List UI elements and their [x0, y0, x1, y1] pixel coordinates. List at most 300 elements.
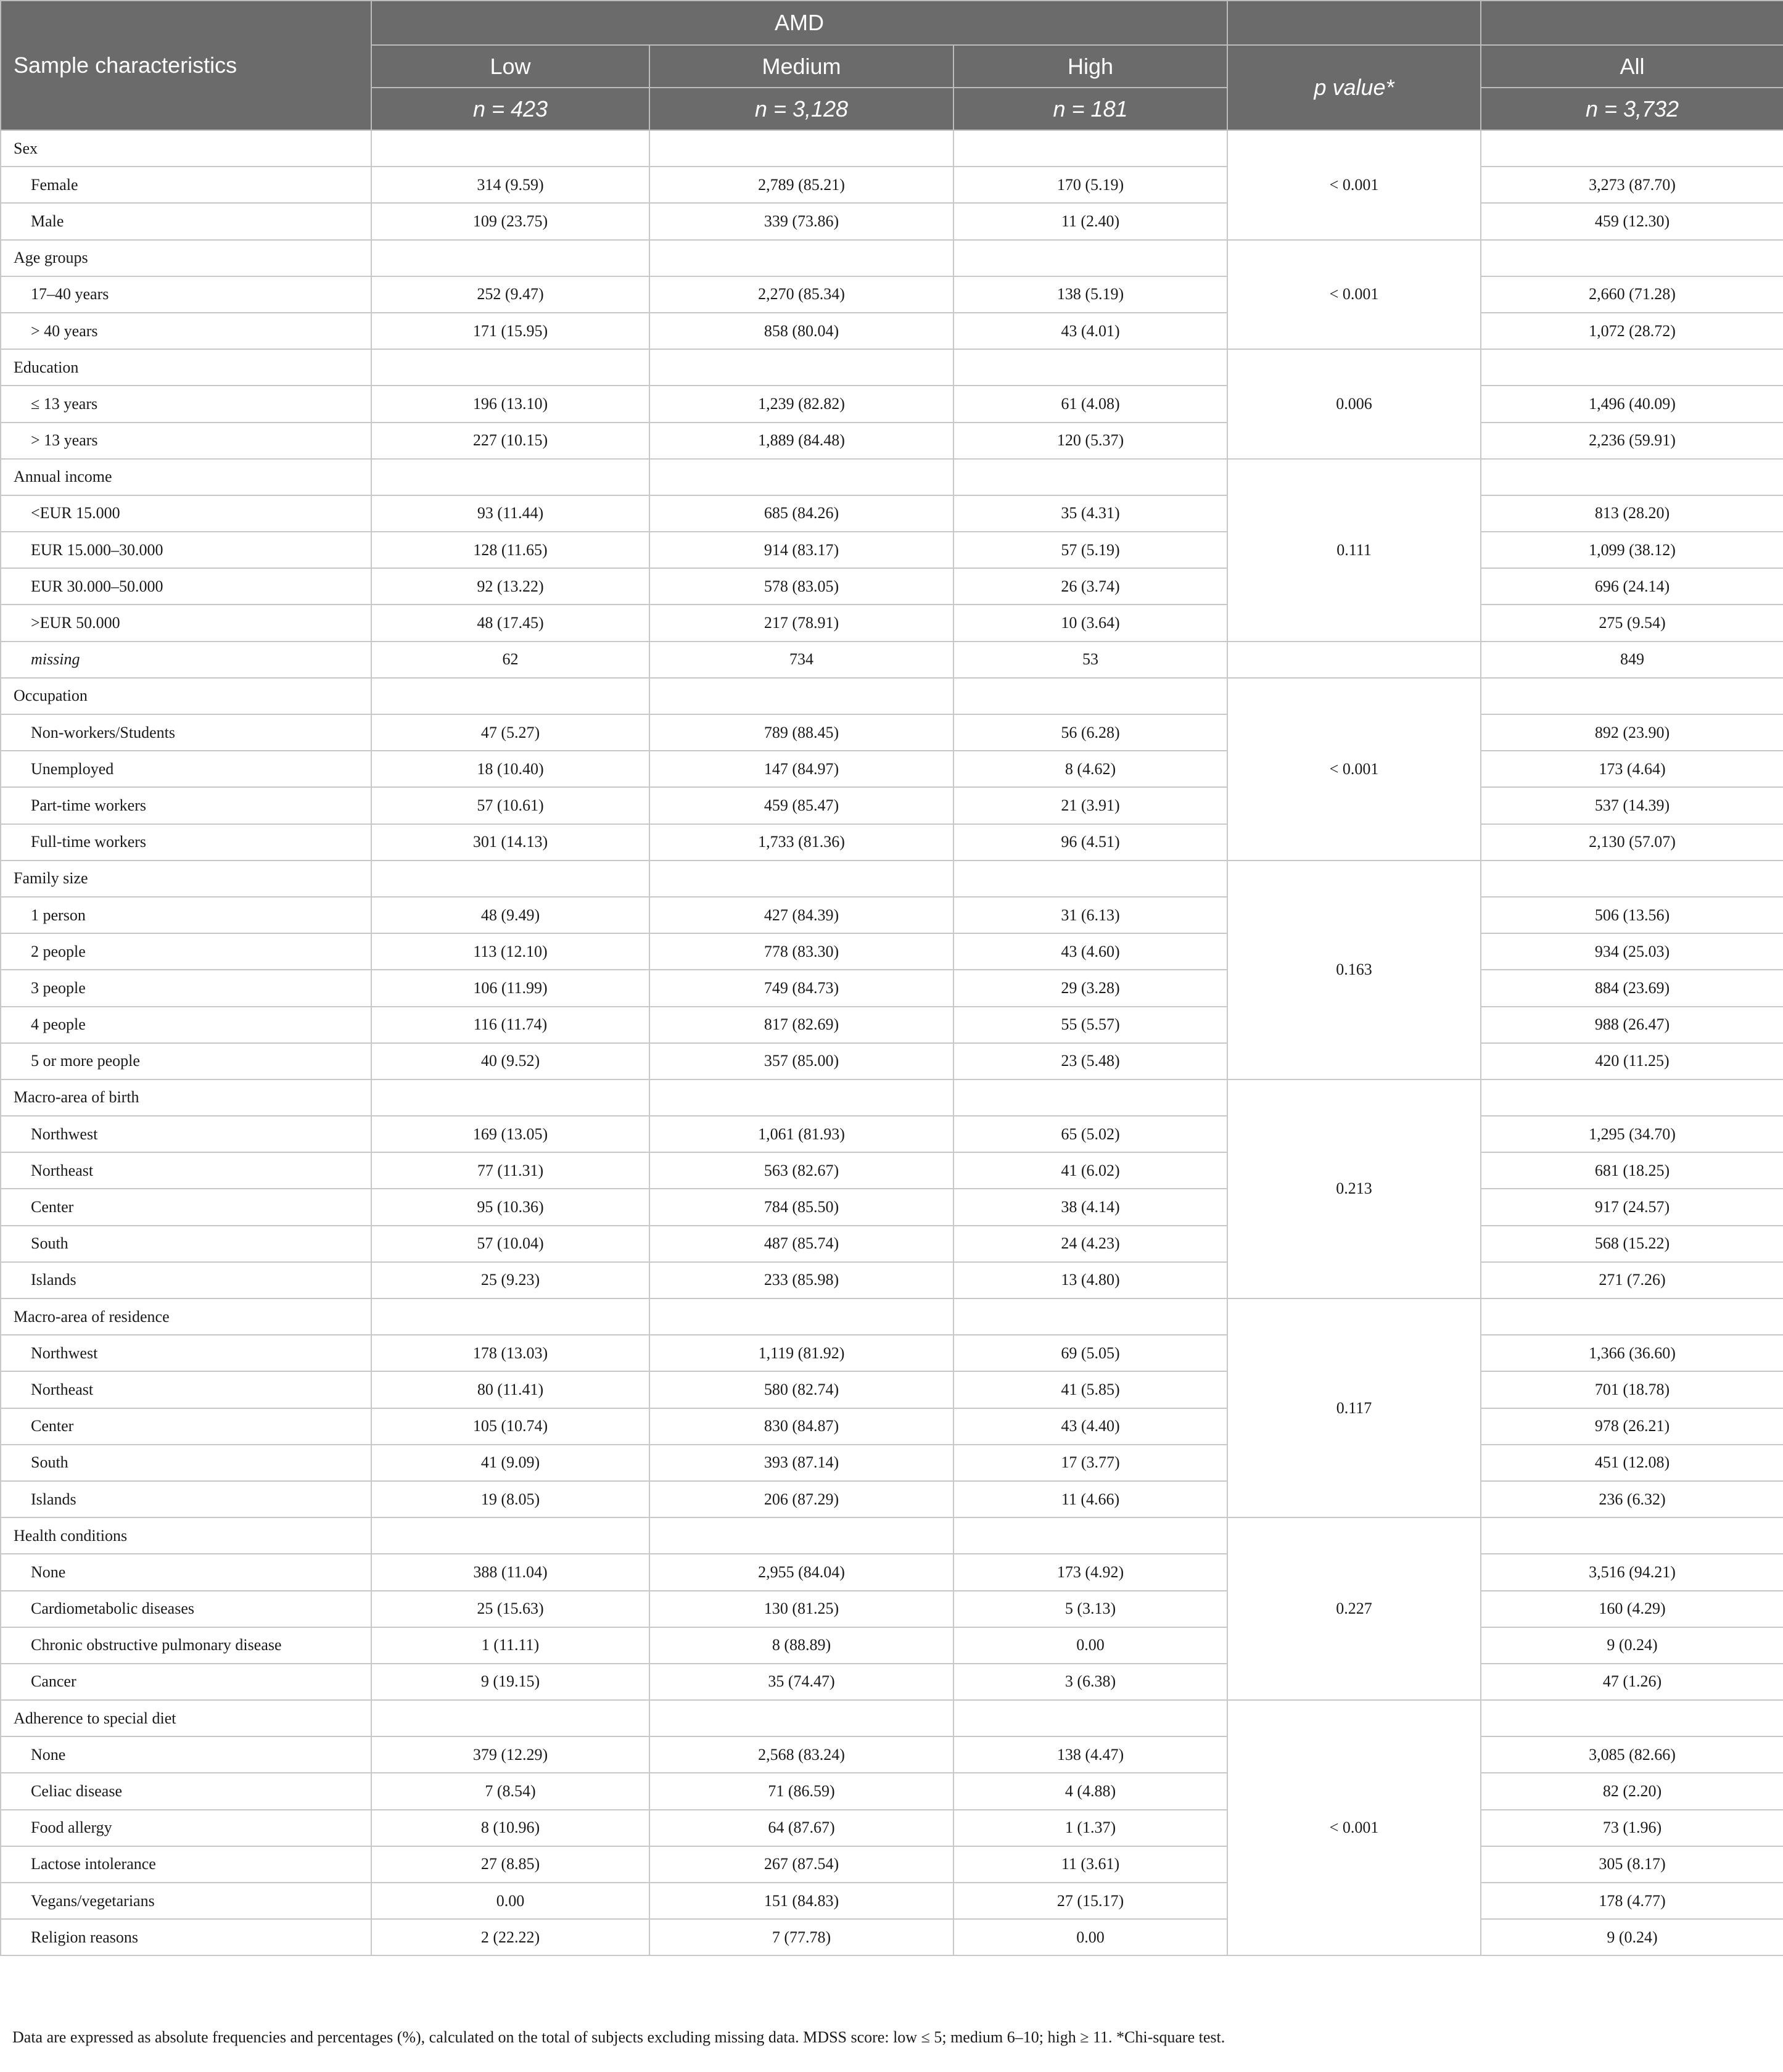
cell-high: 170 (5.19)	[953, 167, 1227, 203]
empty-cell	[1481, 130, 1783, 167]
p-value-cell: 0.213	[1227, 1079, 1481, 1298]
table-row	[1, 751, 1783, 787]
cell-low: 18 (10.40)	[371, 751, 649, 787]
row-label: 3 people	[1, 970, 371, 1006]
cell-low: 169 (13.05)	[371, 1116, 649, 1152]
table-row	[1, 167, 1783, 203]
empty-cell	[1481, 459, 1783, 495]
cell-high: 55 (5.57)	[953, 1007, 1227, 1043]
empty-cell	[649, 349, 953, 386]
header-low: Low	[371, 45, 649, 88]
empty-cell	[953, 678, 1227, 714]
empty-cell	[953, 861, 1227, 897]
table-row	[1, 495, 1783, 532]
group-label: Family size	[1, 861, 371, 897]
cell-low: 379 (12.29)	[371, 1736, 649, 1773]
header-p-value: p value*	[1227, 45, 1481, 130]
cell-high: 35 (4.31)	[953, 495, 1227, 532]
row-label: Male	[1, 203, 371, 239]
cell-all: 701 (18.78)	[1481, 1371, 1783, 1408]
cell-medium: 427 (84.39)	[649, 897, 953, 933]
cell-all: 1,295 (34.70)	[1481, 1116, 1783, 1152]
cell-high: 120 (5.37)	[953, 423, 1227, 459]
cell-all: 305 (8.17)	[1481, 1846, 1783, 1883]
cell-medium: 734	[649, 642, 953, 678]
cell-all: 82 (2.20)	[1481, 1773, 1783, 1809]
empty-cell	[1227, 642, 1481, 678]
cell-low: 171 (15.95)	[371, 313, 649, 349]
empty-cell	[1481, 861, 1783, 897]
cell-medium: 749 (84.73)	[649, 970, 953, 1006]
cell-all: 696 (24.14)	[1481, 568, 1783, 605]
cell-medium: 64 (87.67)	[649, 1810, 953, 1846]
row-label: 1 person	[1, 897, 371, 933]
cell-low: 314 (9.59)	[371, 167, 649, 203]
row-label: Cardiometabolic diseases	[1, 1591, 371, 1627]
table-row	[1, 203, 1783, 239]
cell-low: 105 (10.74)	[371, 1408, 649, 1445]
cell-medium: 817 (82.69)	[649, 1007, 953, 1043]
empty-cell	[371, 349, 649, 386]
cell-all: 451 (12.08)	[1481, 1445, 1783, 1481]
table-header	[1, 1, 1783, 130]
cell-high: 61 (4.08)	[953, 386, 1227, 422]
cell-all: 1,366 (36.60)	[1481, 1335, 1783, 1371]
cell-medium: 2,568 (83.24)	[649, 1736, 953, 1773]
cell-low: 95 (10.36)	[371, 1189, 649, 1225]
p-value-cell: 0.163	[1227, 861, 1481, 1079]
empty-cell	[1481, 1298, 1783, 1335]
cell-low: 27 (8.85)	[371, 1846, 649, 1883]
cell-all: 892 (23.90)	[1481, 714, 1783, 751]
cell-all: 681 (18.25)	[1481, 1152, 1783, 1189]
empty-cell	[371, 1700, 649, 1736]
empty-cell	[1481, 349, 1783, 386]
cell-high: 69 (5.05)	[953, 1335, 1227, 1371]
empty-cell	[649, 861, 953, 897]
table-body	[1, 130, 1783, 1955]
cell-low: 48 (9.49)	[371, 897, 649, 933]
empty-cell	[1481, 240, 1783, 276]
row-label: South	[1, 1445, 371, 1481]
row-label: Cancer	[1, 1664, 371, 1700]
cell-low: 0.00	[371, 1883, 649, 1919]
cell-all: 537 (14.39)	[1481, 787, 1783, 823]
row-label: Northeast	[1, 1371, 371, 1408]
cell-all: 9 (0.24)	[1481, 1627, 1783, 1664]
p-value-cell: 0.006	[1227, 349, 1481, 459]
table-row	[1, 1408, 1783, 1445]
cell-high: 65 (5.02)	[953, 1116, 1227, 1152]
empty-cell	[649, 240, 953, 276]
cell-low: 113 (12.10)	[371, 933, 649, 970]
row-label: 2 people	[1, 933, 371, 970]
cell-low: 116 (11.74)	[371, 1007, 649, 1043]
row-label: 5 or more people	[1, 1043, 371, 1079]
cell-medium: 151 (84.83)	[649, 1883, 953, 1919]
cell-low: 178 (13.03)	[371, 1335, 649, 1371]
empty-cell	[953, 1700, 1227, 1736]
empty-cell	[1481, 1079, 1783, 1116]
cell-medium: 71 (86.59)	[649, 1773, 953, 1809]
empty-cell	[371, 240, 649, 276]
table-row	[1, 313, 1783, 349]
cell-all: 275 (9.54)	[1481, 605, 1783, 641]
cell-all: 813 (28.20)	[1481, 495, 1783, 532]
cell-high: 5 (3.13)	[953, 1591, 1227, 1627]
group-header-row	[1, 349, 1783, 386]
header-medium: Medium	[649, 45, 953, 88]
table-row	[1, 1189, 1783, 1225]
cell-high: 27 (15.17)	[953, 1883, 1227, 1919]
empty-cell	[953, 1517, 1227, 1554]
cell-all: 506 (13.56)	[1481, 897, 1783, 933]
group-header-row	[1, 1079, 1783, 1116]
empty-cell	[649, 130, 953, 167]
row-label: Food allergy	[1, 1810, 371, 1846]
table-row	[1, 1664, 1783, 1700]
table-row	[1, 1627, 1783, 1664]
cell-high: 26 (3.74)	[953, 568, 1227, 605]
cell-high: 53	[953, 642, 1227, 678]
cell-low: 9 (19.15)	[371, 1664, 649, 1700]
cell-high: 41 (6.02)	[953, 1152, 1227, 1189]
empty-cell	[953, 349, 1227, 386]
table-row	[1, 532, 1783, 568]
row-label: Full-time workers	[1, 824, 371, 861]
cell-all: 3,516 (94.21)	[1481, 1554, 1783, 1590]
group-header-row	[1, 1700, 1783, 1736]
cell-all: 3,273 (87.70)	[1481, 167, 1783, 203]
table-row	[1, 1262, 1783, 1298]
cell-all: 849	[1481, 642, 1783, 678]
table-row	[1, 276, 1783, 313]
group-header-row	[1, 861, 1783, 897]
cell-all: 934 (25.03)	[1481, 933, 1783, 970]
header-amd: AMD	[371, 1, 1227, 45]
cell-low: 25 (9.23)	[371, 1262, 649, 1298]
cell-low: 41 (9.09)	[371, 1445, 649, 1481]
cell-all: 3,085 (82.66)	[1481, 1736, 1783, 1773]
header-empty-all	[1481, 1, 1783, 45]
cell-low: 62	[371, 642, 649, 678]
cell-medium: 147 (84.97)	[649, 751, 953, 787]
group-header-row	[1, 678, 1783, 714]
table-row	[1, 1591, 1783, 1627]
cell-high: 17 (3.77)	[953, 1445, 1227, 1481]
cell-all: 2,660 (71.28)	[1481, 276, 1783, 313]
group-label: Adherence to special diet	[1, 1700, 371, 1736]
table-row	[1, 1773, 1783, 1809]
group-label: Macro-area of residence	[1, 1298, 371, 1335]
row-label: Unemployed	[1, 751, 371, 787]
empty-cell	[371, 861, 649, 897]
cell-high: 43 (4.01)	[953, 313, 1227, 349]
cell-medium: 217 (78.91)	[649, 605, 953, 641]
table-row	[1, 714, 1783, 751]
header-empty-p	[1227, 1, 1481, 45]
header-n-all: n = 3,732	[1481, 88, 1783, 130]
cell-medium: 1,061 (81.93)	[649, 1116, 953, 1152]
p-value-cell: 0.117	[1227, 1298, 1481, 1517]
row-label: Northeast	[1, 1152, 371, 1189]
cell-low: 93 (11.44)	[371, 495, 649, 532]
row-label: Center	[1, 1189, 371, 1225]
row-label: None	[1, 1554, 371, 1590]
cell-low: 57 (10.61)	[371, 787, 649, 823]
p-value-cell: 0.111	[1227, 459, 1481, 642]
cell-medium: 393 (87.14)	[649, 1445, 953, 1481]
cell-all: 178 (4.77)	[1481, 1883, 1783, 1919]
cell-medium: 685 (84.26)	[649, 495, 953, 532]
cell-all: 1,496 (40.09)	[1481, 386, 1783, 422]
cell-medium: 563 (82.67)	[649, 1152, 953, 1189]
cell-medium: 2,955 (84.04)	[649, 1554, 953, 1590]
table-row	[1, 1883, 1783, 1919]
cell-medium: 130 (81.25)	[649, 1591, 953, 1627]
group-header-row	[1, 240, 1783, 276]
cell-low: 48 (17.45)	[371, 605, 649, 641]
cell-high: 56 (6.28)	[953, 714, 1227, 751]
cell-high: 24 (4.23)	[953, 1226, 1227, 1262]
cell-low: 227 (10.15)	[371, 423, 649, 459]
empty-cell	[649, 1517, 953, 1554]
group-header-row	[1, 1517, 1783, 1554]
row-label: 4 people	[1, 1007, 371, 1043]
cell-all: 1,072 (28.72)	[1481, 313, 1783, 349]
header-n-low: n = 423	[371, 88, 649, 130]
empty-cell	[371, 459, 649, 495]
cell-low: 77 (11.31)	[371, 1152, 649, 1189]
cell-high: 96 (4.51)	[953, 824, 1227, 861]
cell-low: 109 (23.75)	[371, 203, 649, 239]
row-label: Non-workers/Students	[1, 714, 371, 751]
table-row	[1, 1736, 1783, 1773]
empty-cell	[371, 130, 649, 167]
empty-cell	[371, 1517, 649, 1554]
table-row	[1, 1152, 1783, 1189]
cell-medium: 357 (85.00)	[649, 1043, 953, 1079]
cell-medium: 914 (83.17)	[649, 532, 953, 568]
p-value-cell: < 0.001	[1227, 130, 1481, 240]
row-label: Female	[1, 167, 371, 203]
group-label: Sex	[1, 130, 371, 167]
table-footnote: Data are expressed as absolute frequencies and percentages (%), calculated on the total of subjects excluding missing data. MDSS score: low ≤ 5; medium 6–10; high ≥ 11. *Chi-square test.	[12, 2028, 1225, 2046]
cell-low: 388 (11.04)	[371, 1554, 649, 1590]
cell-low: 40 (9.52)	[371, 1043, 649, 1079]
cell-high: 57 (5.19)	[953, 532, 1227, 568]
table-row	[1, 1371, 1783, 1408]
cell-high: 3 (6.38)	[953, 1664, 1227, 1700]
table-row	[1, 1007, 1783, 1043]
row-label: Northwest	[1, 1335, 371, 1371]
cell-high: 21 (3.91)	[953, 787, 1227, 823]
group-header-row	[1, 130, 1783, 167]
empty-cell	[371, 678, 649, 714]
group-label: Health conditions	[1, 1517, 371, 1554]
cell-low: 196 (13.10)	[371, 386, 649, 422]
empty-cell	[649, 1298, 953, 1335]
cell-high: 31 (6.13)	[953, 897, 1227, 933]
cell-high: 0.00	[953, 1627, 1227, 1664]
p-value-cell: < 0.001	[1227, 678, 1481, 861]
cell-all: 271 (7.26)	[1481, 1262, 1783, 1298]
row-label: Vegans/vegetarians	[1, 1883, 371, 1919]
group-label: Occupation	[1, 678, 371, 714]
header-sample-characteristics: Sample characteristics	[1, 1, 371, 130]
cell-medium: 35 (74.47)	[649, 1664, 953, 1700]
cell-all: 173 (4.64)	[1481, 751, 1783, 787]
cell-high: 0.00	[953, 1919, 1227, 1955]
group-label: Annual income	[1, 459, 371, 495]
cell-low: 47 (5.27)	[371, 714, 649, 751]
row-label: Part-time workers	[1, 787, 371, 823]
row-label: Chronic obstructive pulmonary disease	[1, 1627, 371, 1664]
cell-low: 128 (11.65)	[371, 532, 649, 568]
empty-cell	[953, 130, 1227, 167]
row-label: Islands	[1, 1262, 371, 1298]
cell-low: 1 (11.11)	[371, 1627, 649, 1664]
missing-row	[1, 642, 1783, 678]
cell-low: 2 (22.22)	[371, 1919, 649, 1955]
row-label: Islands	[1, 1481, 371, 1517]
cell-medium: 1,889 (84.48)	[649, 423, 953, 459]
header-n-high: n = 181	[953, 88, 1227, 130]
cell-high: 13 (4.80)	[953, 1262, 1227, 1298]
row-label: EUR 15.000–30.000	[1, 532, 371, 568]
empty-cell	[1481, 678, 1783, 714]
group-label: Education	[1, 349, 371, 386]
p-value-cell: 0.227	[1227, 1517, 1481, 1700]
cell-low: 106 (11.99)	[371, 970, 649, 1006]
cell-medium: 339 (73.86)	[649, 203, 953, 239]
cell-medium: 1,119 (81.92)	[649, 1335, 953, 1371]
table-row	[1, 605, 1783, 641]
cell-all: 1,099 (38.12)	[1481, 532, 1783, 568]
empty-cell	[371, 1298, 649, 1335]
cell-high: 1 (1.37)	[953, 1810, 1227, 1846]
cell-low: 92 (13.22)	[371, 568, 649, 605]
cell-medium: 830 (84.87)	[649, 1408, 953, 1445]
table-row	[1, 1810, 1783, 1846]
table-row	[1, 897, 1783, 933]
cell-high: 43 (4.40)	[953, 1408, 1227, 1445]
empty-cell	[649, 678, 953, 714]
cell-medium: 858 (80.04)	[649, 313, 953, 349]
cell-all: 978 (26.21)	[1481, 1408, 1783, 1445]
table-row	[1, 1554, 1783, 1590]
cell-medium: 2,270 (85.34)	[649, 276, 953, 313]
row-label: Northwest	[1, 1116, 371, 1152]
row-label: None	[1, 1736, 371, 1773]
group-label: Age groups	[1, 240, 371, 276]
empty-cell	[953, 240, 1227, 276]
cell-high: 10 (3.64)	[953, 605, 1227, 641]
p-value-cell: < 0.001	[1227, 1700, 1481, 1955]
group-label: Macro-area of birth	[1, 1079, 371, 1116]
header-all: All	[1481, 45, 1783, 88]
empty-cell	[1481, 1517, 1783, 1554]
cell-all: 2,236 (59.91)	[1481, 423, 1783, 459]
cell-medium: 7 (77.78)	[649, 1919, 953, 1955]
cell-high: 41 (5.85)	[953, 1371, 1227, 1408]
cell-low: 7 (8.54)	[371, 1773, 649, 1809]
cell-high: 173 (4.92)	[953, 1554, 1227, 1590]
row-label: missing	[1, 642, 371, 678]
cell-all: 568 (15.22)	[1481, 1226, 1783, 1262]
row-label: South	[1, 1226, 371, 1262]
cell-medium: 784 (85.50)	[649, 1189, 953, 1225]
cell-medium: 1,733 (81.36)	[649, 824, 953, 861]
cell-medium: 778 (83.30)	[649, 933, 953, 970]
cell-high: 29 (3.28)	[953, 970, 1227, 1006]
table-row	[1, 1116, 1783, 1152]
cell-medium: 580 (82.74)	[649, 1371, 953, 1408]
cell-medium: 233 (85.98)	[649, 1262, 953, 1298]
group-header-row	[1, 459, 1783, 495]
empty-cell	[371, 1079, 649, 1116]
row-label: Lactose intolerance	[1, 1846, 371, 1883]
table-row	[1, 787, 1783, 823]
table-row	[1, 568, 1783, 605]
cell-medium: 789 (88.45)	[649, 714, 953, 751]
group-header-row	[1, 1298, 1783, 1335]
cell-all: 160 (4.29)	[1481, 1591, 1783, 1627]
table-row	[1, 970, 1783, 1006]
cell-high: 138 (4.47)	[953, 1736, 1227, 1773]
cell-high: 11 (3.61)	[953, 1846, 1227, 1883]
cell-low: 19 (8.05)	[371, 1481, 649, 1517]
empty-cell	[953, 1079, 1227, 1116]
cell-all: 884 (23.69)	[1481, 970, 1783, 1006]
cell-low: 301 (14.13)	[371, 824, 649, 861]
empty-cell	[953, 1298, 1227, 1335]
cell-medium: 8 (88.89)	[649, 1627, 953, 1664]
row-label: > 13 years	[1, 423, 371, 459]
header-n-medium: n = 3,128	[649, 88, 953, 130]
empty-cell	[649, 1079, 953, 1116]
cell-high: 8 (4.62)	[953, 751, 1227, 787]
empty-cell	[649, 1700, 953, 1736]
cell-high: 11 (2.40)	[953, 203, 1227, 239]
row-label: EUR 30.000–50.000	[1, 568, 371, 605]
cell-low: 57 (10.04)	[371, 1226, 649, 1262]
cell-medium: 487 (85.74)	[649, 1226, 953, 1262]
cell-all: 47 (1.26)	[1481, 1664, 1783, 1700]
cell-all: 236 (6.32)	[1481, 1481, 1783, 1517]
cell-low: 25 (15.63)	[371, 1591, 649, 1627]
table-row	[1, 1846, 1783, 1883]
row-label: Celiac disease	[1, 1773, 371, 1809]
cell-high: 43 (4.60)	[953, 933, 1227, 970]
header-high: High	[953, 45, 1227, 88]
cell-all: 420 (11.25)	[1481, 1043, 1783, 1079]
cell-high: 138 (5.19)	[953, 276, 1227, 313]
table-row	[1, 933, 1783, 970]
row-label: > 40 years	[1, 313, 371, 349]
cell-high: 38 (4.14)	[953, 1189, 1227, 1225]
table-row	[1, 824, 1783, 861]
cell-low: 252 (9.47)	[371, 276, 649, 313]
empty-cell	[1481, 1700, 1783, 1736]
empty-cell	[953, 459, 1227, 495]
cell-high: 11 (4.66)	[953, 1481, 1227, 1517]
cell-all: 73 (1.96)	[1481, 1810, 1783, 1846]
cell-medium: 267 (87.54)	[649, 1846, 953, 1883]
cell-high: 4 (4.88)	[953, 1773, 1227, 1809]
table-row	[1, 1445, 1783, 1481]
row-label: >EUR 50.000	[1, 605, 371, 641]
